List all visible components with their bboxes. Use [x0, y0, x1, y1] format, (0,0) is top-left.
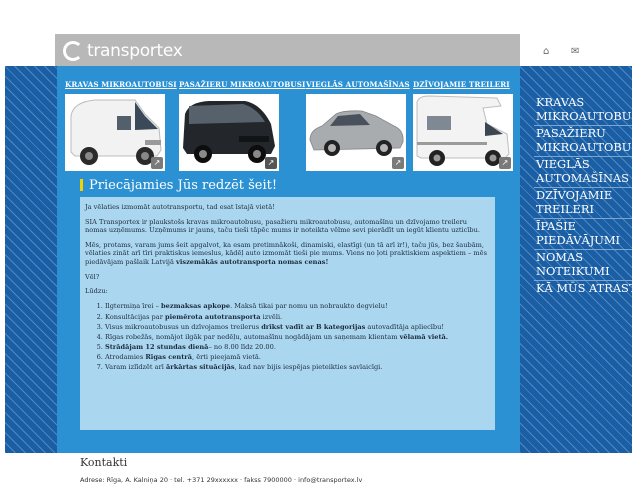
list-item: 7. Varam izlīdzēt arī ārkārtas situācijās, kad nav bijis iespējas pieteikties savlaicīgi.: [105, 363, 487, 371]
car-photo[interactable]: [306, 94, 406, 171]
expand-arrow-icon[interactable]: ↗: [265, 157, 277, 169]
list-item: 2. Konsultācijas par piemērota autotransporta izvēli.: [105, 313, 487, 321]
company-text: ir plaukstošs kravas mikroautobusu, pasažieru mikroautobusu, automašīnu un dzīvojamo treileru nomas uzņēmums. Uzņēmums ir jauns, taču tieši tāpēc mums ir noteikta vēlme sevi pierādīt un iegūt klientu uzticību.: [85, 217, 480, 235]
company-name: SIA Transportex: [85, 217, 140, 226]
list-item: 5. Strādājam 12 stundas dienā– no 8.00 līdz 20.00.: [105, 343, 487, 351]
contacts-line: Adrese: Rīga, A. Kalniņa 20 · tel. +371 29xxxxxx · fakss 7900000 · info@transportex.lv: [80, 476, 363, 484]
category-cargo-vans[interactable]: [65, 80, 177, 167]
contacts-title: Kontakti: [80, 456, 128, 469]
benefits-list: [105, 302, 487, 371]
side-navigation: [534, 95, 644, 298]
company-paragraph: [85, 218, 487, 235]
category-label[interactable]: DZĪVOJAMIE TREILERI: [413, 80, 510, 89]
prices-paragraph: [85, 241, 487, 266]
more-question: Vēl?: [85, 272, 100, 281]
list-item: 6. Atrodamies Rīgas centrā, ērti pieejamā vietā.: [105, 353, 487, 361]
category-campers[interactable]: [413, 80, 514, 167]
van-photo[interactable]: [65, 94, 165, 171]
mail-icon[interactable]: ✉: [571, 46, 580, 57]
nav-item-special-offers[interactable]: ĪPAŠIE PIEDĀVĀJUMI: [534, 219, 632, 250]
expand-arrow-icon[interactable]: ↗: [151, 157, 163, 169]
logo-mark-icon: [63, 41, 83, 61]
nav-item-cars[interactable]: VIEGLĀS AUTOMAŠĪNAS: [534, 157, 632, 188]
list-intro: Lūdzu:: [85, 287, 108, 296]
category-label[interactable]: KRAVAS MIKROAUTOBUSI: [65, 80, 177, 89]
minibus-photo[interactable]: [179, 94, 279, 171]
prices-highlight: viszemākās autotransporta nomas cenas!: [176, 257, 329, 266]
list-item: 4. Rīgas robežās, nomājot ilgāk par nedēļu, automašīnu nogādājam un saņemam klientam vēlamā vietā.: [105, 333, 487, 341]
page-title: Priecājamies Jūs redzēt šeit!: [89, 177, 278, 193]
nav-item-cargo-vans[interactable]: KRAVAS MIKROAUTOBUSI: [534, 95, 632, 126]
site-logo[interactable]: [63, 40, 182, 62]
category-passenger-vans[interactable]: [179, 80, 306, 167]
site-header: [55, 34, 520, 67]
nav-item-rental-terms[interactable]: NOMAS NOTEIKUMI: [534, 250, 632, 281]
list-item: 1. Ilgtermiņa īrei – bezmaksas apkope. Maksā tikai par nomu un nobraukto degvielu!: [105, 302, 487, 310]
camper-photo[interactable]: [413, 94, 513, 171]
category-label[interactable]: VIEGLĀS AUTOMAŠĪNAS: [306, 80, 410, 89]
expand-arrow-icon[interactable]: ↗: [392, 157, 404, 169]
category-cars[interactable]: [306, 80, 410, 167]
nav-item-location[interactable]: KĀ MŪS ATRAST: [536, 281, 637, 295]
list-item: 3. Visus mikroautobusus un dzīvojamos treilerus drīkst vadīt ar B kategorijas autovadītāja apliecību!: [105, 323, 487, 331]
nav-item-campers[interactable]: DZĪVOJAMIE TREILERI: [534, 188, 632, 219]
home-icon[interactable]: ⌂: [543, 46, 550, 57]
prices-text: Mēs, protams, varam jums šeit apgalvot, ka esam pretimnākoši, dinamiski, elastīgi (un tā arī ir!), taču jūs, bez šaubām, vēlaties zināt arī tīri praktiskus iemeslus, kādēļ auto izmomāt tieši pie mums. Viens no ļoti praktiskiem aspektiem – mēs piedāvājam pašlaik Latvijā: [85, 241, 487, 266]
nav-item-passenger-vans[interactable]: PASAŽIERU MIKROAUTOBUSI: [534, 126, 632, 157]
logo-text: transportex: [87, 41, 183, 61]
content-box: [80, 197, 495, 430]
page-heading: [80, 177, 277, 193]
category-label[interactable]: PASAŽIERU MIKROAUTOBUSI: [179, 80, 306, 89]
expand-arrow-icon[interactable]: ↗: [499, 157, 511, 169]
intro-paragraph: Ja vēlaties izmomāt autotransportu, tad esat īstajā vietā!: [85, 203, 275, 211]
heading-accent-bar: [80, 179, 83, 191]
